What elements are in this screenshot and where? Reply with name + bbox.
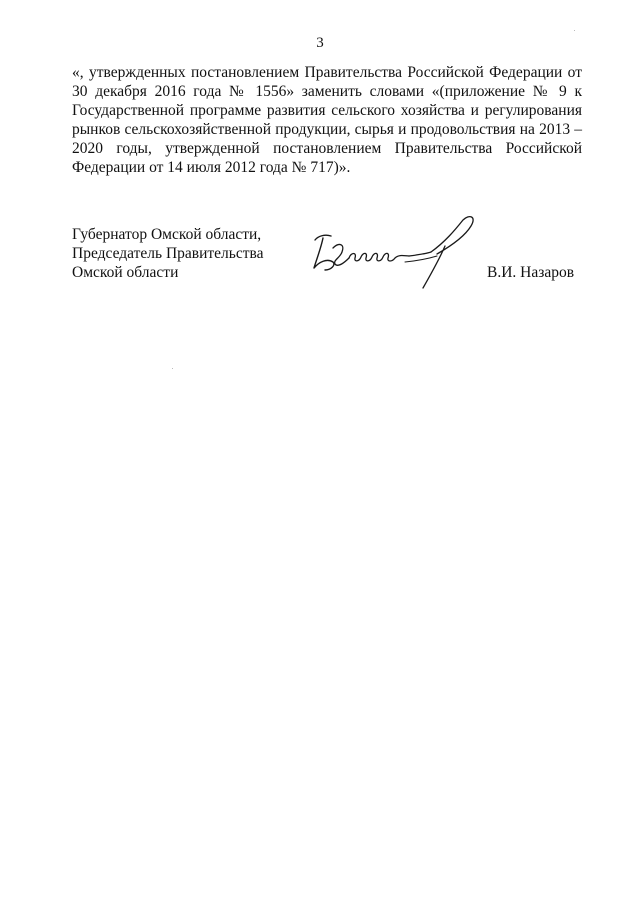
page-number: 3 — [316, 35, 324, 51]
signer-title-line-3: Омской области — [72, 264, 179, 281]
body-paragraph: «, утвержденных постановлением Правительства Российской Федерации от 30 декабря 2016 года № 1556» заменить словами «(приложение № 9 к Государственной программе развития сельского хозяйства и регулирования рынков сельскохозяйственной продукции, сырья и продовольствия на 2013 – 2020 годы, утвержденной постановлением Правительства Российской Федерации от 14 июля 2012 года № 717)». — [72, 64, 582, 176]
signer-title-line-1: Губернатор Омской области, — [72, 226, 262, 243]
signer-title-line-2: Председатель Правительства — [72, 245, 264, 262]
signer-name: В.И. Назаров — [487, 264, 575, 281]
scan-speck — [172, 368, 173, 369]
signature-icon — [305, 212, 490, 294]
signer-title — [72, 225, 292, 282]
scan-speck — [574, 30, 575, 31]
